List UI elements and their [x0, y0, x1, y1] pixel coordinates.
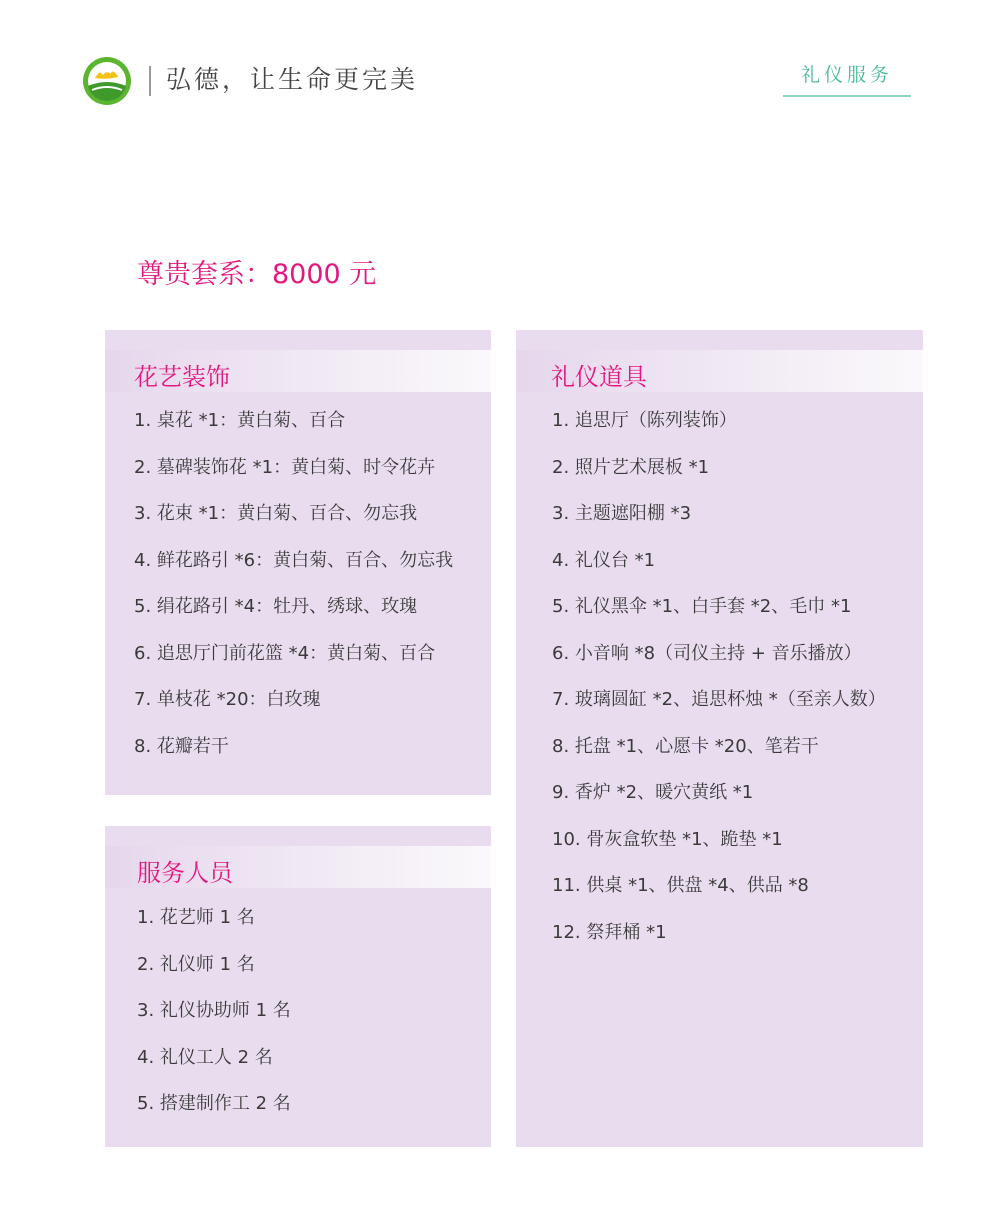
staff-card-title: 服务人员 — [137, 859, 233, 887]
header-divider — [149, 66, 151, 96]
props-card — [516, 330, 923, 1147]
list-item: 7. 单枝花 *20：白玫瑰 — [134, 689, 321, 710]
list-item: 5. 绢花路引 *4：牡丹、绣球、玫瑰 — [134, 596, 418, 617]
staff-list — [137, 895, 291, 1128]
staff-card — [105, 826, 491, 1147]
list-item: 2. 礼仪师 1 名 — [137, 953, 255, 975]
floral-card — [105, 330, 491, 795]
list-item: 6. 追思厅门前花篮 *4：黄白菊、百合 — [134, 642, 436, 664]
floral-card-title: 花艺装饰 — [134, 363, 230, 391]
list-item: 3. 花束 *1：黄白菊、百合、勿忘我 — [134, 503, 418, 524]
props-list — [552, 398, 886, 956]
header-slogan: 弘德，让生命更完美 — [166, 65, 419, 94]
list-item: 3. 主题遮阳棚 *3 — [552, 503, 692, 524]
list-item: 8. 花瓣若干 — [134, 735, 229, 757]
list-item: 1. 追思厅（陈列装饰） — [552, 410, 737, 431]
list-item: 5. 搭建制作工 2 名 — [137, 1093, 291, 1114]
list-item: 2. 照片艺术展板 *1 — [552, 456, 710, 478]
list-item: 2. 墓碑装饰花 *1：黄白菊、时令花卉 — [134, 456, 436, 478]
list-item: 6. 小音响 *8（司仪主持 + 音乐播放） — [552, 642, 862, 664]
list-item: 11. 供桌 *1、供盘 *4、供品 *8 — [552, 875, 809, 896]
list-item: 4. 礼仪工人 2 名 — [137, 1046, 273, 1068]
list-item: 4. 礼仪台 *1 — [552, 549, 656, 571]
list-item: 10. 骨灰盒软垫 *1、跪垫 *1 — [552, 828, 783, 850]
list-item: 12. 祭拜桶 *1 — [552, 921, 667, 943]
section-label: 礼仪服务 — [783, 60, 911, 97]
list-item: 5. 礼仪黑伞 *1、白手套 *2、毛巾 *1 — [552, 596, 852, 617]
list-item: 7. 玻璃圆缸 *2、追思杯烛 *（至亲人数） — [552, 689, 886, 710]
list-item: 1. 花艺师 1 名 — [137, 907, 255, 928]
props-card-title: 礼仪道具 — [551, 363, 647, 391]
list-item: 9. 香炉 *2、暖穴黄纸 *1 — [552, 782, 754, 803]
floral-list — [134, 398, 453, 770]
list-item: 3. 礼仪协助师 1 名 — [137, 1000, 291, 1021]
list-item: 8. 托盘 *1、心愿卡 *20、笔若干 — [552, 735, 819, 757]
list-item: 4. 鲜花路引 *6：黄白菊、百合、勿忘我 — [134, 549, 454, 571]
company-logo — [82, 56, 132, 106]
package-title: 尊贵套系：8000 元 — [137, 259, 377, 290]
list-item: 1. 桌花 *1：黄白菊、百合 — [134, 410, 346, 431]
